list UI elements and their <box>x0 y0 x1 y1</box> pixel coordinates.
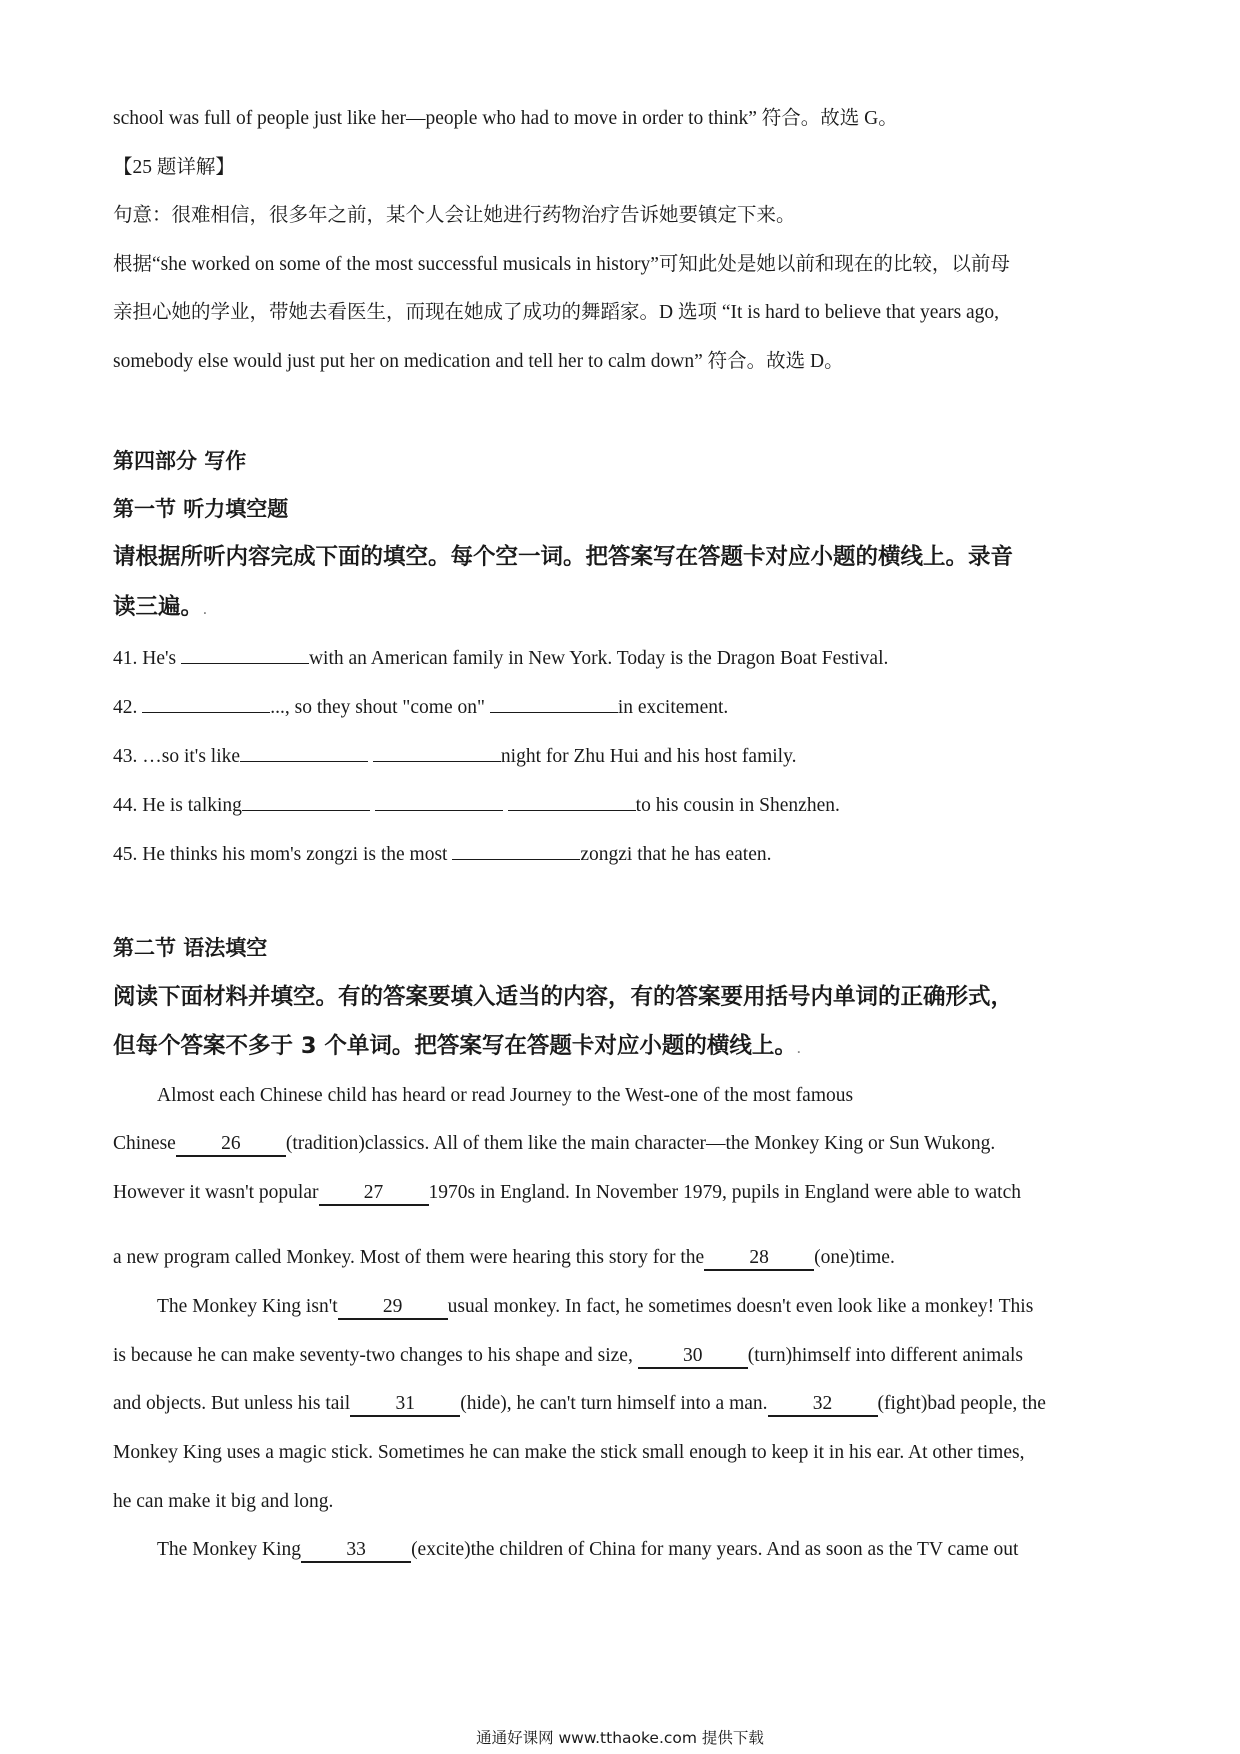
section1-instructions-line-2: 读三遍。. <box>113 594 207 620</box>
passage-p1-line-3: However it wasn't popular 27 1970s in England. In November 1979, pupils in England were able to watch <box>113 1180 1021 1206</box>
blank-27: 27 <box>319 1182 429 1206</box>
answer-blank <box>181 644 309 664</box>
blank-31: 31 <box>350 1393 460 1417</box>
question-44: 44. He is talking to his cousin in Shenzhen. <box>113 791 840 819</box>
question-42: 42. ..., so they shout "come on" in excitement. <box>113 693 728 721</box>
blank-32: 32 <box>768 1393 878 1417</box>
answer-blank <box>142 693 270 713</box>
part4-title: 第四部分 写作 <box>113 449 247 473</box>
blank-29: 29 <box>338 1296 448 1320</box>
passage-p1-line-1: Almost each Chinese child has heard or read Journey to the West-one of the most famous <box>157 1085 854 1106</box>
answer-blank <box>242 791 370 811</box>
analysis-line-1: school was full of people just like her—people who had to move in order to think” 符合。故选 G。 <box>113 108 898 129</box>
answer-blank <box>452 840 580 860</box>
section1-instructions-line-1: 请根据所听内容完成下面的填空。每个空一词。把答案写在答题卡对应小题的横线上。录音 <box>113 544 1014 570</box>
question-41: 41. He's with an American family in New York. Today is the Dragon Boat Festival. <box>113 644 888 672</box>
answer-blank <box>375 791 503 811</box>
section2-instructions-line-1: 阅读下面材料并填空。有的答案要填入适当的内容，有的答案要用括号内单词的正确形式， <box>113 984 1014 1010</box>
passage-p2-line-1: The Monkey King isn't 29 usual monkey. In fact, he sometimes doesn't even look like a monkey! This <box>157 1294 1033 1320</box>
passage-p2-line-5: he can make it big and long. <box>113 1491 334 1512</box>
passage-p2-line-2: is because he can make seventy-two changes to his shape and size, 30 (turn)himself into different animals <box>113 1343 1023 1369</box>
blank-26: 26 <box>176 1133 286 1157</box>
answer-blank <box>490 693 618 713</box>
blank-30: 30 <box>638 1345 748 1369</box>
answer-blank <box>508 791 636 811</box>
answer-blank <box>373 742 501 762</box>
passage-p1-line-4: a new program called Monkey. Most of them were hearing this story for the 28 (one)time. <box>113 1245 895 1271</box>
analysis-line-2: 根据“she worked on some of the most successful musicals in history”可知此处是她以前和现在的比较，以前母 <box>113 254 1010 275</box>
passage-p1-line-2: Chinese 26 (tradition)classics. All of them like the main character—the Monkey King or Sun Wukong. <box>113 1131 995 1157</box>
section2-instructions-line-2: 但每个答案不多于 3 个单词。把答案写在答题卡对应小题的横线上。. <box>113 1033 801 1059</box>
blank-28: 28 <box>704 1247 814 1271</box>
passage-p2-line-3: and objects. But unless his tail 31 (hide), he can't turn himself into a man. 32 (fight)bad people, the <box>113 1391 1046 1417</box>
blank-33: 33 <box>301 1539 411 1563</box>
sentence-meaning: 句意：很难相信，很多年之前，某个人会让她进行药物治疗告诉她要镇定下来。 <box>113 205 796 226</box>
question-43: 43. …so it's like night for Zhu Hui and his host family. <box>113 742 796 770</box>
section1-title: 第一节 听力填空题 <box>113 497 289 521</box>
analysis-line-4: somebody else would just put her on medication and tell her to calm down” 符合。故选 D。 <box>113 351 844 372</box>
page-footer: 通通好课网 www.tthaoke.com 提供下载 <box>476 1729 764 1747</box>
passage-p3-line-1: The Monkey King 33 (excite)the children of China for many years. And as soon as the TV came out <box>157 1537 1018 1563</box>
section2-title: 第二节 语法填空 <box>113 936 268 960</box>
analysis-line-3: 亲担心她的学业，带她去看医生，而现在她成了成功的舞蹈家。D 选项 “It is hard to believe that years ago, <box>113 302 1000 323</box>
passage-p2-line-4: Monkey King uses a magic stick. Sometimes he can make the stick small enough to keep it in his ear. At other times, <box>113 1442 1025 1463</box>
question-45: 45. He thinks his mom's zongzi is the most zongzi that he has eaten. <box>113 840 771 868</box>
q25-heading: 【25 题详解】 <box>113 157 235 178</box>
answer-blank <box>240 742 368 762</box>
